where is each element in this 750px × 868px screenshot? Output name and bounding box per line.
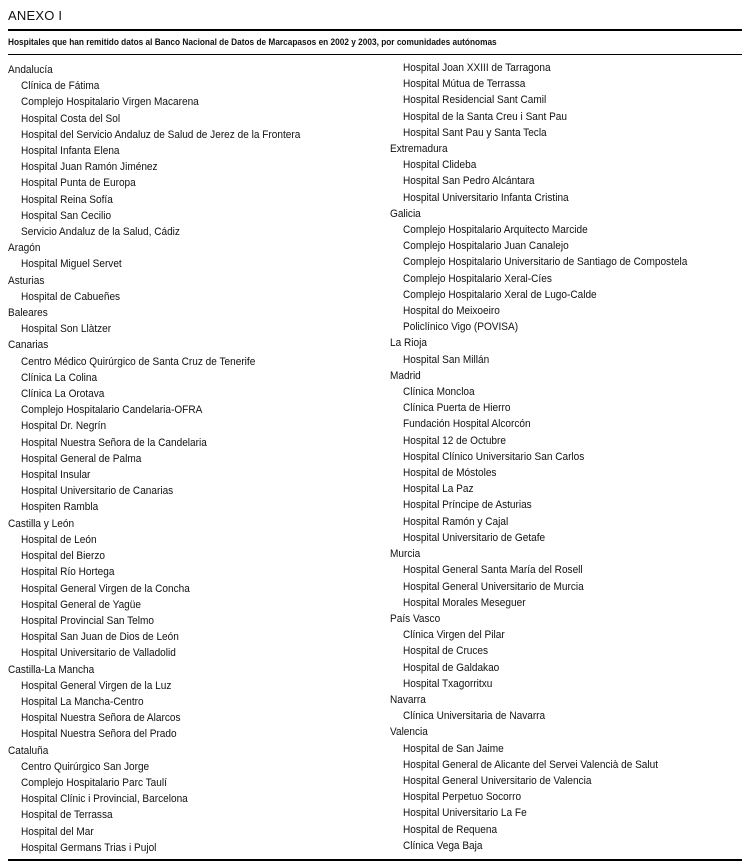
region-label: Cataluña bbox=[8, 744, 49, 757]
hospital-name: Servicio Andaluz de la Salud, Cádiz bbox=[21, 226, 180, 239]
hospital-name: Hospital del Bierzo bbox=[21, 550, 105, 563]
hospital-name: Hospital San Juan de Dios de León bbox=[21, 631, 179, 644]
hospital-entry bbox=[8, 354, 388, 370]
hospital-name: Hospital Joan XXIII de Tarragona bbox=[403, 62, 551, 74]
hospital-entry bbox=[8, 143, 388, 159]
hospital-entry bbox=[8, 175, 388, 191]
hospital-name: Hospital General de Alicante del Servei Valencià de Salut bbox=[403, 758, 659, 771]
hospital-entry bbox=[8, 94, 388, 110]
hospital-name: Hospital Universitario Infanta Cristina bbox=[403, 191, 569, 204]
hospital-name: Hospital Juan Ramón Jiménez bbox=[21, 161, 158, 174]
hospital-entry bbox=[390, 643, 742, 659]
hospital-name: Hospital General Virgen de la Concha bbox=[21, 582, 190, 595]
hospital-entry bbox=[8, 467, 388, 483]
region-heading bbox=[8, 662, 388, 678]
region-heading bbox=[8, 337, 388, 353]
region-heading bbox=[390, 546, 742, 562]
hospital-name: Hospital Dr. Negrín bbox=[21, 420, 107, 433]
hospital-name: Fundación Hospital Alcorcón bbox=[403, 418, 531, 431]
region-heading bbox=[390, 335, 742, 351]
hospital-name: Hospital 12 de Octubre bbox=[403, 434, 506, 447]
region-heading bbox=[390, 368, 742, 384]
hospital-name: Hospital Provincial San Telmo bbox=[21, 614, 155, 627]
hospital-name: Complejo Hospitalario Xeral de Lugo-Calde bbox=[403, 288, 597, 301]
hospital-name: Hospital La Paz bbox=[403, 483, 474, 496]
hospital-name: Hospital Universitario de Getafe bbox=[403, 531, 546, 544]
hospital-name: Hospital de Requena bbox=[403, 823, 498, 836]
region-heading bbox=[390, 206, 742, 222]
hospital-entry bbox=[8, 192, 388, 208]
hospital-entry bbox=[8, 564, 388, 580]
hospital-name: Hospital Clideba bbox=[403, 159, 477, 172]
hospital-entry bbox=[390, 741, 742, 757]
hospital-entry bbox=[390, 514, 742, 530]
region-heading bbox=[8, 240, 388, 256]
hospital-entry bbox=[8, 775, 388, 791]
hospital-name: Hospital General Virgen de la Luz bbox=[21, 679, 172, 692]
hospital-entry bbox=[390, 562, 742, 578]
hospital-name: Hospital de la Santa Creu i Sant Pau bbox=[403, 110, 567, 123]
hospital-entry bbox=[390, 579, 742, 595]
hospital-name: Hospital de Galdakao bbox=[403, 661, 500, 674]
hospital-name: Hospital General Universitario de Valencia bbox=[403, 774, 592, 787]
hospital-name: Clínica Virgen del Pilar bbox=[403, 629, 505, 642]
hospital-entry bbox=[390, 287, 742, 303]
hospital-name: Hospital Clínic i Provincial, Barcelona bbox=[21, 793, 188, 806]
hospital-entry bbox=[390, 125, 742, 141]
hospital-entry bbox=[390, 627, 742, 643]
hospital-entry bbox=[8, 321, 388, 337]
hospital-name: Hospital Río Hortega bbox=[21, 566, 115, 579]
hospital-name: Hospital Sant Pau y Santa Tecla bbox=[403, 126, 547, 139]
hospital-entry bbox=[390, 497, 742, 513]
hospital-entry bbox=[390, 481, 742, 497]
hospital-entry bbox=[390, 238, 742, 254]
region-heading bbox=[8, 273, 388, 289]
hospital-name: Clínica La Orotava bbox=[21, 388, 105, 401]
region-label: Aragón bbox=[8, 242, 41, 255]
hospital-name: Complejo Hospitalario Universitario de Santiago de Compostela bbox=[403, 256, 688, 269]
hospital-entry bbox=[8, 824, 388, 840]
hospital-entry bbox=[390, 384, 742, 400]
hospital-entry bbox=[8, 370, 388, 386]
hospital-entry bbox=[8, 78, 388, 94]
hospital-entry bbox=[390, 530, 742, 546]
bottom-rule bbox=[8, 859, 742, 861]
region-label: La Rioja bbox=[390, 337, 427, 350]
hospital-entry bbox=[8, 840, 388, 856]
region-label: Navarra bbox=[390, 693, 426, 706]
hospital-name: Complejo Hospitalario Virgen Macarena bbox=[21, 96, 199, 109]
hospital-entry bbox=[390, 822, 742, 838]
region-heading bbox=[8, 743, 388, 759]
table-subtitle: Hospitales que han remitido datos al Banco Nacional de Datos de Marcapasos en 2002 y 2003, por comunidades autónomas bbox=[8, 37, 497, 47]
hospital-name: Clínica Vega Baja bbox=[403, 839, 483, 852]
hospital-name: Clínica Puerta de Hierro bbox=[403, 402, 511, 415]
hospital-entry bbox=[8, 224, 388, 240]
hospital-name: Hospital Costa del Sol bbox=[21, 112, 121, 125]
hospital-name: Hospital de Terrassa bbox=[21, 809, 113, 822]
hospital-entry bbox=[390, 660, 742, 676]
region-heading bbox=[390, 692, 742, 708]
hospital-name: Hospital de San Jaime bbox=[403, 742, 504, 755]
hospital-entry bbox=[390, 773, 742, 789]
hospital-entry bbox=[390, 676, 742, 692]
hospital-name: Hospital Infanta Elena bbox=[21, 145, 120, 158]
hospital-entry bbox=[390, 757, 742, 773]
region-label: Canarias bbox=[8, 339, 49, 352]
hospital-name: Hospital Universitario La Fe bbox=[403, 807, 527, 820]
hospital-name: Hospital Germans Trias i Pujol bbox=[21, 841, 157, 854]
hospital-entry bbox=[390, 465, 742, 481]
hospital-name: Complejo Hospitalario Juan Canalejo bbox=[403, 240, 569, 253]
region-label: Murcia bbox=[390, 548, 421, 561]
hospital-name: Hospital Txagorritxu bbox=[403, 677, 493, 690]
hospital-entry bbox=[8, 208, 388, 224]
hospital-entry bbox=[390, 60, 742, 76]
hospital-entry bbox=[390, 190, 742, 206]
region-heading bbox=[8, 305, 388, 321]
hospital-entry bbox=[390, 708, 742, 724]
hospital-entry bbox=[390, 400, 742, 416]
hospital-name: Hospital Universitario de Canarias bbox=[21, 485, 174, 498]
hospital-name: Complejo Hospitalario Arquitecto Marcide bbox=[403, 224, 588, 237]
hospital-name: Hospital La Mancha-Centro bbox=[21, 695, 144, 708]
hospital-name: Hospital Universitario de Valladolid bbox=[21, 647, 176, 660]
right-column bbox=[390, 60, 742, 854]
hospital-entry bbox=[8, 435, 388, 451]
hospital-entry bbox=[390, 254, 742, 270]
annex-title: ANEXO I bbox=[8, 8, 63, 23]
hospital-name: Hospital de León bbox=[21, 533, 97, 546]
hospital-name: Hospital de Cabueñes bbox=[21, 290, 121, 303]
hospital-name: Complejo Hospitalario Parc Taulí bbox=[21, 776, 167, 789]
left-column bbox=[8, 62, 388, 856]
hospital-name: Clínica La Colina bbox=[21, 371, 98, 384]
hospital-name: Hospital General de Yagüe bbox=[21, 598, 141, 611]
hospital-name: Hospital San Millán bbox=[403, 353, 490, 366]
hospital-name: Hospital Punta de Europa bbox=[21, 177, 136, 190]
hospital-entry bbox=[8, 678, 388, 694]
hospital-name: Hospital Perpetuo Socorro bbox=[403, 791, 522, 804]
region-heading bbox=[8, 62, 388, 78]
hospital-name: Hospital Ramón y Cajal bbox=[403, 515, 509, 528]
region-label: Andalucía bbox=[8, 64, 53, 76]
region-label: Baleares bbox=[8, 307, 48, 320]
region-heading bbox=[390, 141, 742, 157]
hospital-entry bbox=[8, 759, 388, 775]
region-label: Castilla-La Mancha bbox=[8, 663, 95, 676]
hospital-entry bbox=[8, 629, 388, 645]
hospital-entry bbox=[8, 645, 388, 661]
hospital-entry bbox=[8, 581, 388, 597]
hospital-entry bbox=[8, 613, 388, 629]
hospital-name: Hospital Residencial Sant Camil bbox=[403, 94, 547, 107]
hospital-entry bbox=[8, 807, 388, 823]
hospital-name: Hospital San Pedro Alcántara bbox=[403, 175, 535, 188]
hospital-entry bbox=[390, 433, 742, 449]
hospital-entry bbox=[8, 532, 388, 548]
hospital-name: Hospital Nuestra Señora de Alarcos bbox=[21, 712, 181, 725]
region-label: Valencia bbox=[390, 726, 428, 739]
hospital-entry bbox=[390, 76, 742, 92]
region-label: Madrid bbox=[390, 369, 421, 382]
hospital-name: Hospital General Santa María del Rosell bbox=[403, 564, 583, 577]
hospital-entry bbox=[390, 303, 742, 319]
hospital-name: Hospital Nuestra Señora del Prado bbox=[21, 728, 177, 741]
hospital-entry bbox=[390, 319, 742, 335]
hospital-name: Hospital Morales Meseguer bbox=[403, 596, 526, 609]
hospital-name: Hospital Insular bbox=[21, 469, 91, 482]
hospital-entry bbox=[390, 449, 742, 465]
hospital-entry bbox=[8, 499, 388, 515]
hospital-name: Hospital San Cecilio bbox=[21, 209, 112, 222]
hospital-entry bbox=[8, 694, 388, 710]
hospital-name: Hospital de Móstoles bbox=[403, 467, 497, 480]
document-page bbox=[8, 0, 742, 868]
hospital-name: Centro Quirúrgico San Jorge bbox=[21, 760, 150, 773]
hospital-name: Complejo Hospitalario Xeral-Cíes bbox=[403, 272, 552, 285]
region-heading bbox=[390, 724, 742, 740]
hospital-name: Centro Médico Quirúrgico de Santa Cruz de Tenerife bbox=[21, 355, 256, 368]
hospital-entry bbox=[390, 222, 742, 238]
hospital-entry bbox=[8, 548, 388, 564]
hospital-name: Hospital Clínico Universitario San Carlos bbox=[403, 450, 585, 463]
hospital-name: Hospital Príncipe de Asturias bbox=[403, 499, 532, 512]
hospital-name: Hospital de Cruces bbox=[403, 645, 489, 658]
hospital-entry bbox=[8, 386, 388, 402]
region-label: Galicia bbox=[390, 207, 421, 220]
hospital-entry bbox=[390, 157, 742, 173]
hospital-name: Hospital Miguel Servet bbox=[21, 258, 122, 271]
region-heading bbox=[8, 516, 388, 532]
hospital-entry bbox=[8, 791, 388, 807]
hospital-name: Hospital Mútua de Terrassa bbox=[403, 78, 526, 91]
region-label: Castilla y León bbox=[8, 517, 75, 530]
hospital-entry bbox=[390, 595, 742, 611]
hospital-name: Hospital General Universitario de Murcia bbox=[403, 580, 584, 593]
hospital-name: Hospital General de Palma bbox=[21, 452, 142, 465]
hospital-entry bbox=[8, 597, 388, 613]
hospital-entry bbox=[8, 483, 388, 499]
region-label: Asturias bbox=[8, 274, 45, 287]
hospital-entry bbox=[390, 416, 742, 432]
hospital-name: Hospital Reina Sofía bbox=[21, 193, 113, 206]
hospital-entry bbox=[390, 805, 742, 821]
hospital-entry bbox=[8, 402, 388, 418]
hospital-name: Clínica Universitaria de Navarra bbox=[403, 710, 546, 723]
hospital-entry bbox=[390, 271, 742, 287]
top-rule bbox=[8, 29, 742, 31]
region-label: Extremadura bbox=[390, 143, 448, 156]
hospital-entry bbox=[390, 838, 742, 854]
hospital-name: Policlínico Vigo (POVISA) bbox=[403, 321, 519, 334]
hospital-entry bbox=[390, 173, 742, 189]
hospital-entry bbox=[390, 92, 742, 108]
hospital-entry bbox=[8, 256, 388, 272]
hospital-name: Hospital del Mar bbox=[21, 825, 94, 838]
hospital-name: Hospital Nuestra Señora de la Candelaria bbox=[21, 436, 207, 449]
hospital-entry bbox=[8, 289, 388, 305]
hospital-entry bbox=[390, 352, 742, 368]
hospital-entry bbox=[8, 451, 388, 467]
hospital-name: Hospital do Meixoeiro bbox=[403, 305, 500, 318]
hospital-entry bbox=[8, 159, 388, 175]
hospital-name: Clínica de Fátima bbox=[21, 80, 100, 93]
subtitle-rule bbox=[8, 54, 742, 55]
hospital-name: Hospital Son Llàtzer bbox=[21, 323, 112, 336]
hospital-entry bbox=[390, 789, 742, 805]
hospital-name: Clínica Moncloa bbox=[403, 386, 475, 399]
hospital-entry bbox=[8, 726, 388, 742]
hospital-entry bbox=[8, 111, 388, 127]
hospital-entry bbox=[390, 109, 742, 125]
hospital-name: Hospiten Rambla bbox=[21, 501, 99, 514]
hospital-name: Hospital del Servicio Andaluz de Salud de Jerez de la Frontera bbox=[21, 128, 301, 141]
region-label: País Vasco bbox=[390, 612, 441, 625]
hospital-entry bbox=[8, 710, 388, 726]
hospital-entry bbox=[8, 418, 388, 434]
hospital-entry bbox=[8, 127, 388, 143]
hospital-name: Complejo Hospitalario Candelaria-OFRA bbox=[21, 404, 203, 417]
region-heading bbox=[390, 611, 742, 627]
